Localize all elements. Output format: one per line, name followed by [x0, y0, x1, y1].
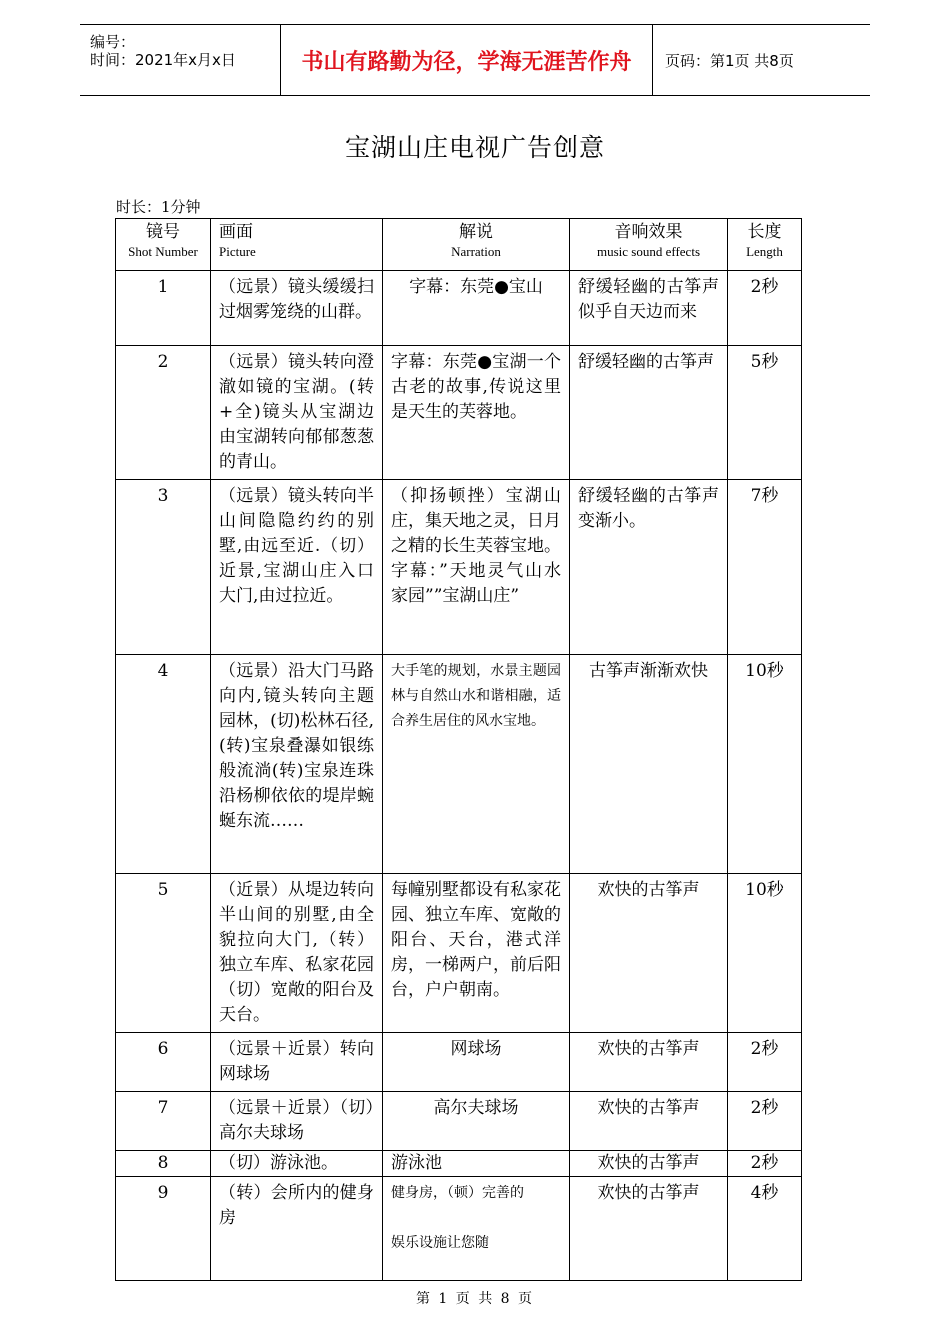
- shot-length: 2秒: [728, 1151, 802, 1177]
- shot-sound: 古筝声渐渐欢快: [570, 655, 728, 874]
- shot-picture: （远景＋近景）（切）高尔夫球场: [211, 1092, 383, 1151]
- shot-narration: （抑扬顿挫）宝湖山庄，集天地之灵，日月之精的长生芙蓉宝地。字幕：”天地灵气山水家园””宝湖山庄”: [383, 480, 570, 655]
- column-header-shot-number: 镜号 Shot Number: [116, 219, 211, 271]
- table-row: [116, 655, 802, 874]
- table-row: [116, 1033, 802, 1092]
- shot-narration: 高尔夫球场: [383, 1092, 570, 1151]
- column-header-picture: 画面 Picture: [211, 219, 383, 271]
- column-header-sound: 音响效果 music sound effects: [570, 219, 728, 271]
- table-row: [116, 1177, 802, 1281]
- shot-number: 5: [116, 874, 211, 1033]
- shot-length: 5秒: [728, 346, 802, 480]
- shot-length: 2秒: [728, 1033, 802, 1092]
- shot-sound: 欢快的古筝声: [570, 874, 728, 1033]
- shot-narration: 字幕：东莞●宝山: [383, 271, 570, 346]
- table-row: [116, 271, 802, 346]
- table-row: [116, 346, 802, 480]
- shot-narration: 游泳池: [383, 1151, 570, 1177]
- document-number-label: 编号：: [90, 33, 136, 51]
- shot-number: 7: [116, 1092, 211, 1151]
- shot-sound: 舒缓轻幽的古筝声变渐小。: [570, 480, 728, 655]
- table-row: [116, 1092, 802, 1151]
- shot-length: 2秒: [728, 1092, 802, 1151]
- shot-narration-line: 健身房，（顿）完善的: [391, 1185, 524, 1201]
- shot-sound: 欢快的古筝声: [570, 1151, 728, 1177]
- header-meta: [80, 25, 281, 95]
- column-header-narration: 解说 Narration: [383, 219, 570, 271]
- shot-length: 7秒: [728, 480, 802, 655]
- column-header-length: 长度 Length: [728, 219, 802, 271]
- header-motto: 书山有路勤为径，学海无涯苦作舟: [281, 25, 653, 95]
- shot-number: 8: [116, 1151, 211, 1177]
- shot-number: 6: [116, 1033, 211, 1092]
- shot-narration: 字幕：东莞●宝湖一个古老的故事,传说这里是天生的芙蓉地。: [383, 346, 570, 480]
- shot-narration-line: 娱乐设施让您随: [391, 1235, 489, 1251]
- duration-label: 时长：1分钟: [116, 198, 201, 216]
- table-row: [116, 480, 802, 655]
- shot-number: 1: [116, 271, 211, 346]
- shot-sound: 舒缓轻幽的古筝声似乎自天边而来: [570, 271, 728, 346]
- shot-picture: （转）会所内的健身房: [211, 1177, 383, 1281]
- shot-picture: （远景）镜头转向半山间隐隐约约的别墅,由远至近.（切）近景,宝湖山庄入口大门,由过拉近。: [211, 480, 383, 655]
- table-header-row: [116, 219, 802, 271]
- shot-number: 2: [116, 346, 211, 480]
- header-page-code: 页码：第1页 共8页: [665, 51, 794, 70]
- shot-picture: （远景）沿大门马路向内,镜头转向主题园林，(切)松林石径,(转)宝泉叠瀑如银练般流淌(转)宝泉连珠沿杨柳依依的堤岸蜿蜒东流……: [211, 655, 383, 874]
- shot-picture: （远景）镜头缓缓扫过烟雾笼绕的山群。: [211, 271, 383, 346]
- shot-picture: （远景）镜头转向澄澈如镜的宝湖。(转+全)镜头从宝湖边由宝湖转向郁郁葱葱的青山。: [211, 346, 383, 480]
- shot-length: 4秒: [728, 1177, 802, 1281]
- shot-sound: 欢快的古筝声: [570, 1092, 728, 1151]
- table-row: [116, 1151, 802, 1177]
- shot-narration: 每幢别墅都设有私家花园、独立车库、宽敞的阳台、天台，港式洋房，一梯两户，前后阳台，户户朝南。: [383, 874, 570, 1033]
- shot-number: 9: [116, 1177, 211, 1281]
- shot-narration: 网球场: [383, 1033, 570, 1092]
- document-date: 时间：2021年x月x日: [90, 51, 236, 69]
- shot-number: 4: [116, 655, 211, 874]
- shot-length: 10秒: [728, 655, 802, 874]
- shot-length: 10秒: [728, 874, 802, 1033]
- shot-sound: 舒缓轻幽的古筝声: [570, 346, 728, 480]
- shot-picture: （远景＋近景）转向网球场: [211, 1033, 383, 1092]
- table-row: [116, 874, 802, 1033]
- shot-sound: 欢快的古筝声: [570, 1177, 728, 1281]
- shot-narration: [383, 1177, 570, 1281]
- shot-length: 2秒: [728, 271, 802, 346]
- shot-number: 3: [116, 480, 211, 655]
- document-title: 宝湖山庄电视广告创意: [344, 133, 605, 162]
- shot-picture: （切）游泳池。: [211, 1151, 383, 1177]
- shot-picture: （近景）从堤边转向半山间的别墅,由全貌拉向大门,（转）独立车库、私家花园（切）宽敞的阳台及天台。: [211, 874, 383, 1033]
- shot-sound: 欢快的古筝声: [570, 1033, 728, 1092]
- storyboard-table: [115, 218, 802, 1281]
- page-footer: 第 1 页 共 8 页: [415, 1291, 535, 1307]
- shot-narration: 大手笔的规划，水景主题园林与自然山水和谐相融，适合养生居住的风水宝地。: [383, 655, 570, 874]
- page-header: [80, 24, 870, 96]
